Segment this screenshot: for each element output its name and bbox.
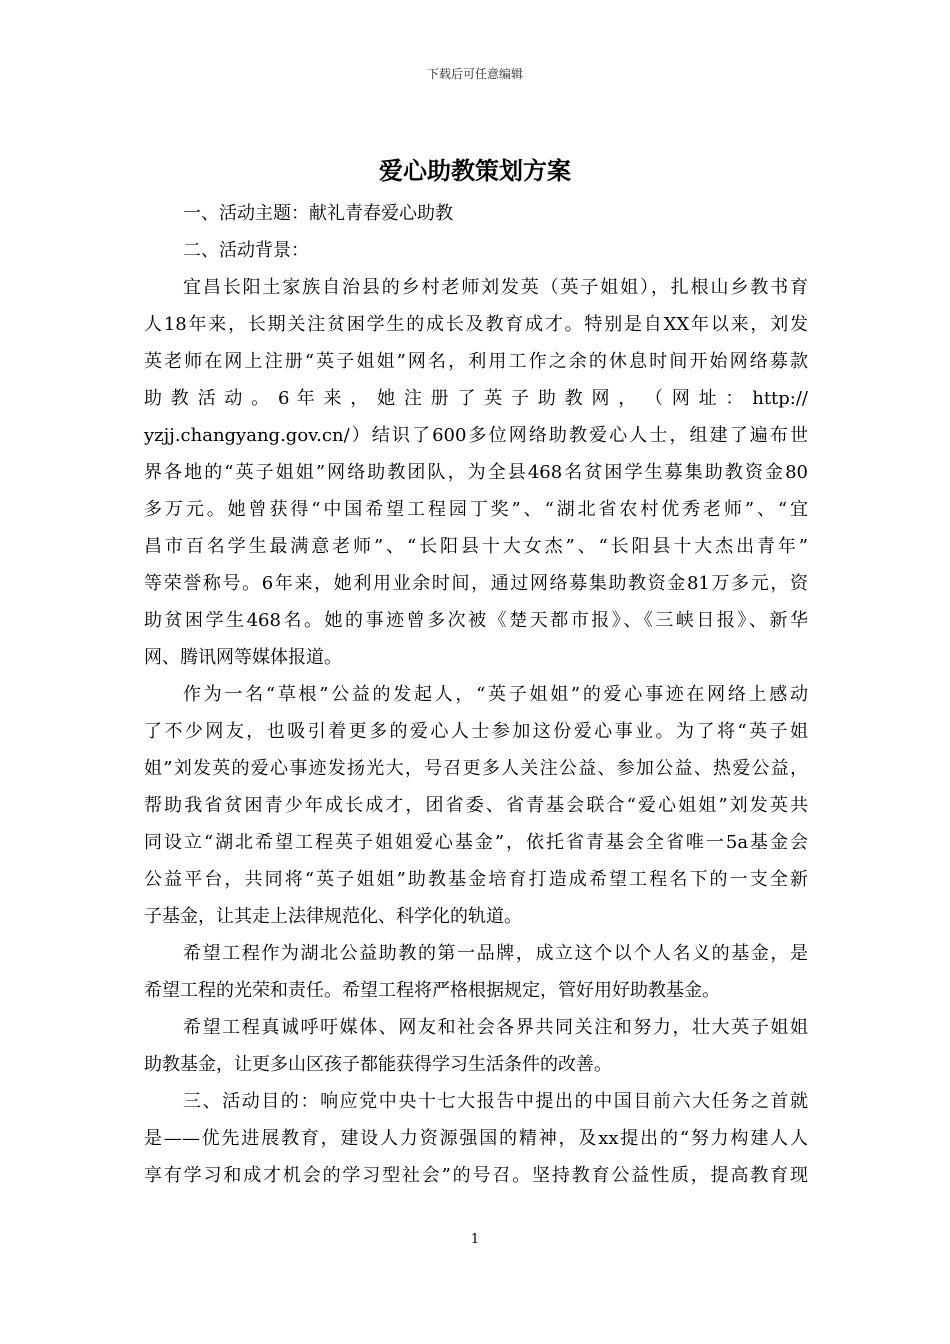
text-line: 多万元。她曾获得“中国希望工程园丁奖”、“湖北省农村优秀老师”、“宜 bbox=[144, 499, 808, 520]
text-line: 助贫困学生468名。她的事迹曾多次被《楚天都市报》、《三峡日报》、新华 bbox=[144, 610, 808, 631]
text-line: 同设立“湖北希望工程英子姐姐爱心基金”，依托省青基会全省唯一5a基金会 bbox=[144, 832, 808, 853]
text-line: 公益平台，共同将“英子姐姐”助教基金培育打造成希望工程名下的一支全新 bbox=[144, 869, 808, 890]
text-line: 希望工程的光荣和责任。希望工程将严格根据规定，管好用好助教基金。 bbox=[144, 980, 720, 1001]
text-line: yzjj.changyang.gov.cn/）结识了600多位网络助教爱心人士，组建了遍布世 bbox=[144, 425, 808, 446]
text-line: 姐”刘发英的爱心事迹发扬光大，号召更多人关注公益、参加公益、热爱公益， bbox=[144, 758, 808, 779]
text-line: 享有学习和成才机会的学习型社会”的号召。坚持教育公益性质，提高教育现 bbox=[144, 1165, 808, 1186]
paragraph-purpose bbox=[144, 1083, 808, 1194]
text-line: 三、活动目的：响应党中央十七大报告中提出的中国目前六大任务之首就 bbox=[183, 1091, 808, 1112]
document-body bbox=[144, 195, 808, 1194]
text-line: 人18年来，长期关注贫困学生的成长及教育成才。特别是自XX年以来，刘发 bbox=[144, 314, 808, 335]
text-line: 希望工程作为湖北公益助教的第一品牌，成立这个以个人名义的基金，是 bbox=[183, 943, 808, 964]
text-line: 助 教 活 动 。 6 年 来 ， 她 注 册 了 英 子 助 教 网 ， （ 网 址 ： http:// bbox=[144, 388, 808, 409]
text-line: 作为一名“草根”公益的发起人，“英子姐姐”的爱心事迹在网络上感动 bbox=[183, 684, 808, 705]
text-line: 昌市百名学生最满意老师”、“长阳县十大女杰”、“长阳县十大杰出青年” bbox=[144, 536, 808, 557]
text-line: 了不少网友，也吸引着更多的爱心人士参加这份爱心事业。为了将“英子姐 bbox=[144, 721, 808, 742]
text-line: 宜昌长阳土家族自治县的乡村老师刘发英（英子姐姐），扎根山乡教书育 bbox=[183, 277, 808, 298]
text-line: 是——优先进展教育，建设人力资源强国的精神，及xx提出的“努力构建人人 bbox=[144, 1128, 808, 1149]
document-title: 爱心助教策划方案 bbox=[379, 157, 571, 185]
text-line: 子基金，让其走上法律规范化、科学化的轨道。 bbox=[144, 906, 522, 927]
text-line: 网、腾讯网等媒体报道。 bbox=[144, 647, 342, 668]
activity-theme: 一、活动主题：献礼青春爱心助教 bbox=[183, 203, 453, 224]
page-header: 下载后可任意编辑 bbox=[426, 67, 523, 81]
paragraph-hope-project bbox=[144, 935, 808, 1009]
text-line: 界各地的“英子姐姐”网络助教团队，为全县468名贫困学生募集助教资金80 bbox=[144, 462, 808, 483]
text-line: 帮助我省贫困青少年成长成才，团省委、省青基会联合“爱心姐姐”刘发英共 bbox=[144, 795, 808, 816]
paragraph-background bbox=[144, 269, 808, 676]
text-line: 等荣誉称号。6年来，她利用业余时间，通过网络募集助教资金81万多元，资 bbox=[144, 573, 808, 594]
paragraph-appeal bbox=[144, 1009, 808, 1083]
text-line: 助教基金，让更多山区孩子都能获得学习生活条件的改善。 bbox=[144, 1054, 612, 1075]
background-heading: 二、活动背景： bbox=[183, 240, 309, 261]
paragraph-grassroots bbox=[144, 676, 808, 935]
text-line: 希望工程真诚呼吁媒体、网友和社会各界共同关注和努力，壮大英子姐姐 bbox=[183, 1017, 808, 1038]
text-line: 英老师在网上注册“英子姐姐”网名，利用工作之余的休息时间开始网络募款 bbox=[144, 351, 808, 372]
page-number: 1 bbox=[470, 1232, 480, 1247]
